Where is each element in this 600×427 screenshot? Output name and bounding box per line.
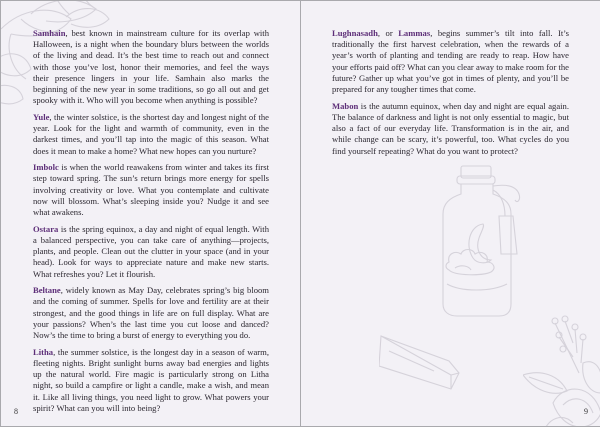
term-imbolc: Imbolc: [33, 162, 59, 173]
term-lughnasadh: Lughnasadh: [332, 28, 378, 38]
right-page: [301, 1, 600, 426]
paragraph-text: , the winter solstice, is the shortest day and longest night of the year. Look for the light and warmth of community, even in the darkest times, and you’ll tap into the magic of this season. What does it mean to make a home? What new hopes can you nurture?: [33, 111, 269, 156]
term-litha: Litha: [33, 346, 54, 357]
page-number-left: 8: [14, 407, 18, 416]
term-yule: Yule: [33, 111, 50, 122]
paragraph-imbolc: [33, 162, 269, 218]
paragraph-text: , begins summer’s tilt into fall. It’s traditionally the first harvest celebration, when the rewards of a year’s worth of planting and tending are ready to reap. How have your efforts paid off? What can you clear away to make room for the future? Gather up what you’ve got in times of plenty, and you’ll be prepared for any tougher times that come.: [332, 28, 569, 95]
paragraph-text: , the summer solstice, is the longest day in a season of warm, fleeting nights. Bright sunlight burns away bad energies and lights up the natural world. Fire magic is particularly strong on Litha night, so build a campfire or light a candle, make a wish, and mean it. Like all living things, you need light to grow. What powers your spirit? What can you will into being?: [33, 346, 269, 413]
paragraph-text: is when the world reawakens from winter and takes its first step toward spring. The sun’s return brings more energy for spells involving creativity or love. What you contemplate and cultivate now will blossom. What’s sleeping inside you? Nudge it and see what awakens.: [33, 162, 269, 218]
page-number-right: 9: [584, 407, 588, 416]
paragraph-mabon: [332, 101, 569, 157]
term-beltane: Beltane: [33, 285, 61, 296]
flower-sprig-icon: [523, 313, 600, 426]
term-lammas: Lammas: [398, 28, 431, 38]
paragraph-yule: [33, 112, 269, 157]
right-page-text: [332, 28, 569, 162]
left-page-text: [33, 28, 269, 420]
paragraph-lughnasadh: [332, 28, 569, 95]
crystal-icon: [379, 331, 469, 401]
paragraph-ostara: [33, 224, 269, 280]
term-samhain: Samhain: [33, 28, 66, 38]
paragraph-text: , widely known as May Day, celebrates spring’s big bloom and the coming of summer. Spells for love and fertility are at their strongest, and the good things in life are on full display. What are your passions? When’s the last time you cut loose and danced? Now’s the time to bring a burst of energy to everything you do.: [33, 285, 269, 341]
paragraph-text: is the autumn equinox, when day and night are equal again. The balance of darkness and light is not only essential to magic, but also a fact of our everyday life. Transformation is in the air, and while change can be scary, it’s powerful, too. What cycles do you find yourself repeating? What do you want to protect?: [332, 100, 569, 156]
term-mabon: Mabon: [332, 100, 359, 111]
moon-bottle-icon: [421, 164, 531, 324]
paragraph-text: is the spring equinox, a day and night of equal length. With a balanced perspective, you can take care of anything—projects, plants, and people. Clean out the clutter in your space (and in your head). Look for ways to appreciate nature and make new starts. What refreshes you? Let it flourish.: [33, 223, 269, 279]
paragraph-samhain: [33, 28, 269, 106]
paragraph-text: , or: [377, 28, 399, 38]
paragraph-beltane: [33, 285, 269, 341]
left-page: [1, 1, 300, 426]
paragraph-text: , best known in mainstream culture for its overlap with Halloween, is a night when the boundary blurs between the worlds of the living and dead. It’s the best time to reach out and connect with those you’ve lost, honor their memories, and feel the ways their presence lingers in your life. Samhain also marks the beginning of the new year in some traditions, so go all out and get spooky with it. Who will you become when anything is possible?: [33, 28, 269, 106]
term-ostara: Ostara: [33, 223, 59, 234]
paragraph-litha: [33, 347, 269, 414]
